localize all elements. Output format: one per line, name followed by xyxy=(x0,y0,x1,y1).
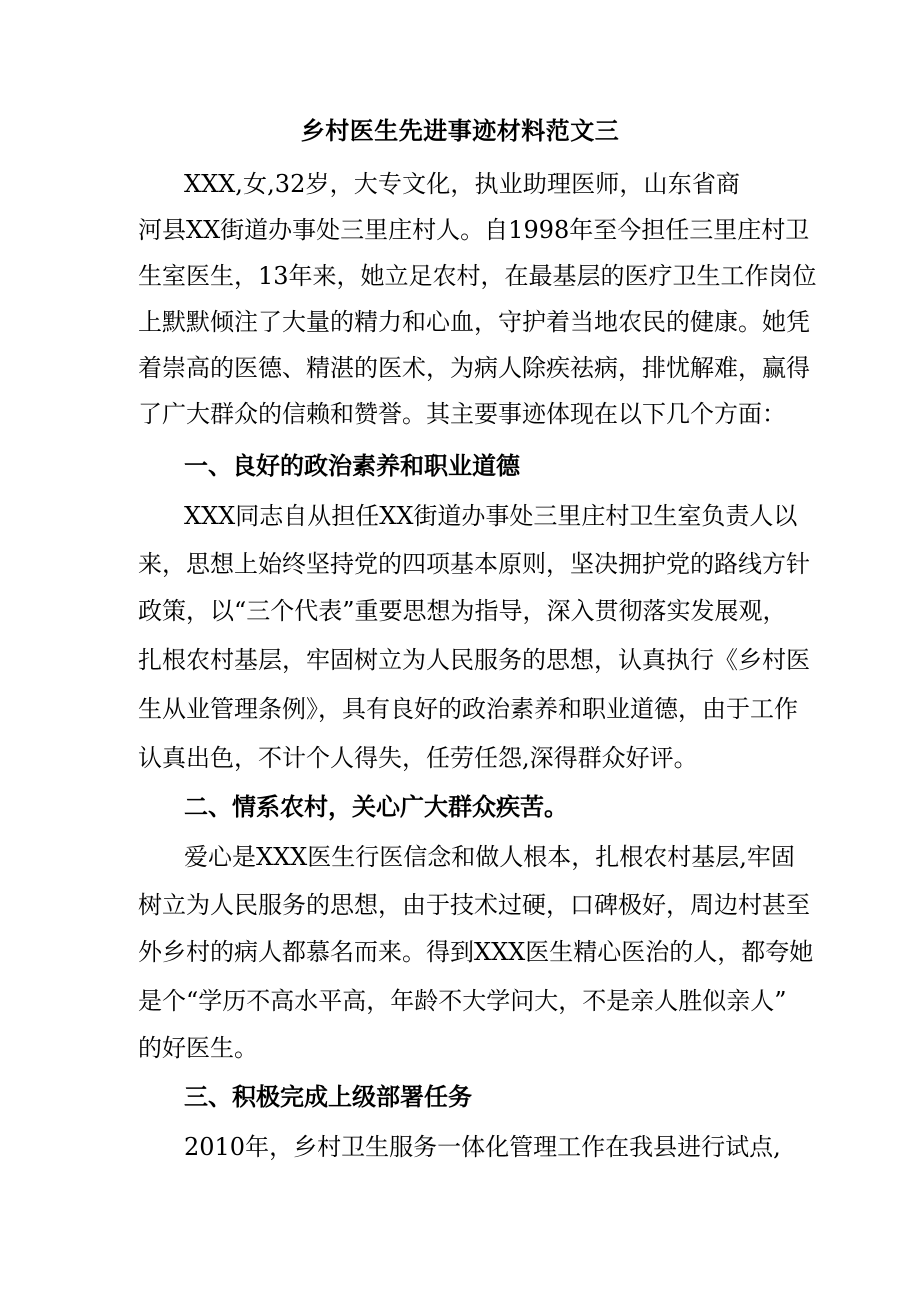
section-2-line-1: 爱心是XXX医生行医信念和做人根本，扎根农村基层,牢固 xyxy=(184,843,795,871)
section-1-line-4: 扎根农村基层，牢固树立为人民服务的思想，认真执行《乡村医 xyxy=(138,646,810,674)
section-2-line-2: 树立为人民服务的思想，由于技术过硬，口碑极好，周边村甚至 xyxy=(138,891,810,919)
intro-line-3: 生室医生，13年来，她立足农村，在最基层的医疗卫生工作岗位 xyxy=(138,262,817,290)
section-2-heading: 二、情系农村，关心广大群众疾苦。 xyxy=(184,792,568,821)
intro-line-2: 河县XX街道办事处三里庄村人。自1998年至今担任三里庄村卫 xyxy=(138,216,810,244)
intro-line-1: XXX,女,32岁，大专文化，执业助理医师，山东省商 xyxy=(184,170,740,198)
section-1-line-2: 来，思想上始终坚持党的四项基本原则，坚决拥护党的路线方针 xyxy=(138,550,810,578)
section-2-line-3: 外乡村的病人都慕名而来。得到XXX医生精心医治的人，都夸她 xyxy=(138,938,814,966)
section-2-line-5: 的好医生。 xyxy=(138,1034,258,1062)
section-1-line-5: 生从业管理条例》，具有良好的政治素养和职业道德，由于工作 xyxy=(138,695,798,723)
section-1-line-3: 政策，以“三个代表”重要思想为指导，深入贯彻落实发展观， xyxy=(138,597,787,625)
section-3-line-1: 2010年，乡村卫生服务一体化管理工作在我县进行试点, xyxy=(184,1133,781,1161)
document-title: 乡村医生先进事迹材料范文三 xyxy=(300,116,620,145)
section-1-heading: 一、良好的政治素养和职业道德 xyxy=(184,451,520,480)
section-1-line-1: XXX同志自从担任XX街道办事处三里庄村卫生室负责人以 xyxy=(184,502,798,530)
intro-line-6: 了广大群众的信赖和赞誉。其主要事迹体现在以下几个方面： xyxy=(138,400,786,428)
section-1-line-6: 认真出色，不计个人得失，任劳任怨,深得群众好评。 xyxy=(138,744,698,772)
intro-line-5: 着崇高的医德、精湛的医术，为病人除疾祛病，排忧解难，赢得 xyxy=(138,354,810,382)
intro-line-4: 上默默倾注了大量的精力和心血，守护着当地农民的健康。她凭 xyxy=(138,308,810,336)
section-3-heading: 三、积极完成上级部署任务 xyxy=(184,1082,472,1111)
section-2-line-4: 是个“学历不高水平高，年龄不大学问大，不是亲人胜似亲人” xyxy=(138,987,787,1015)
